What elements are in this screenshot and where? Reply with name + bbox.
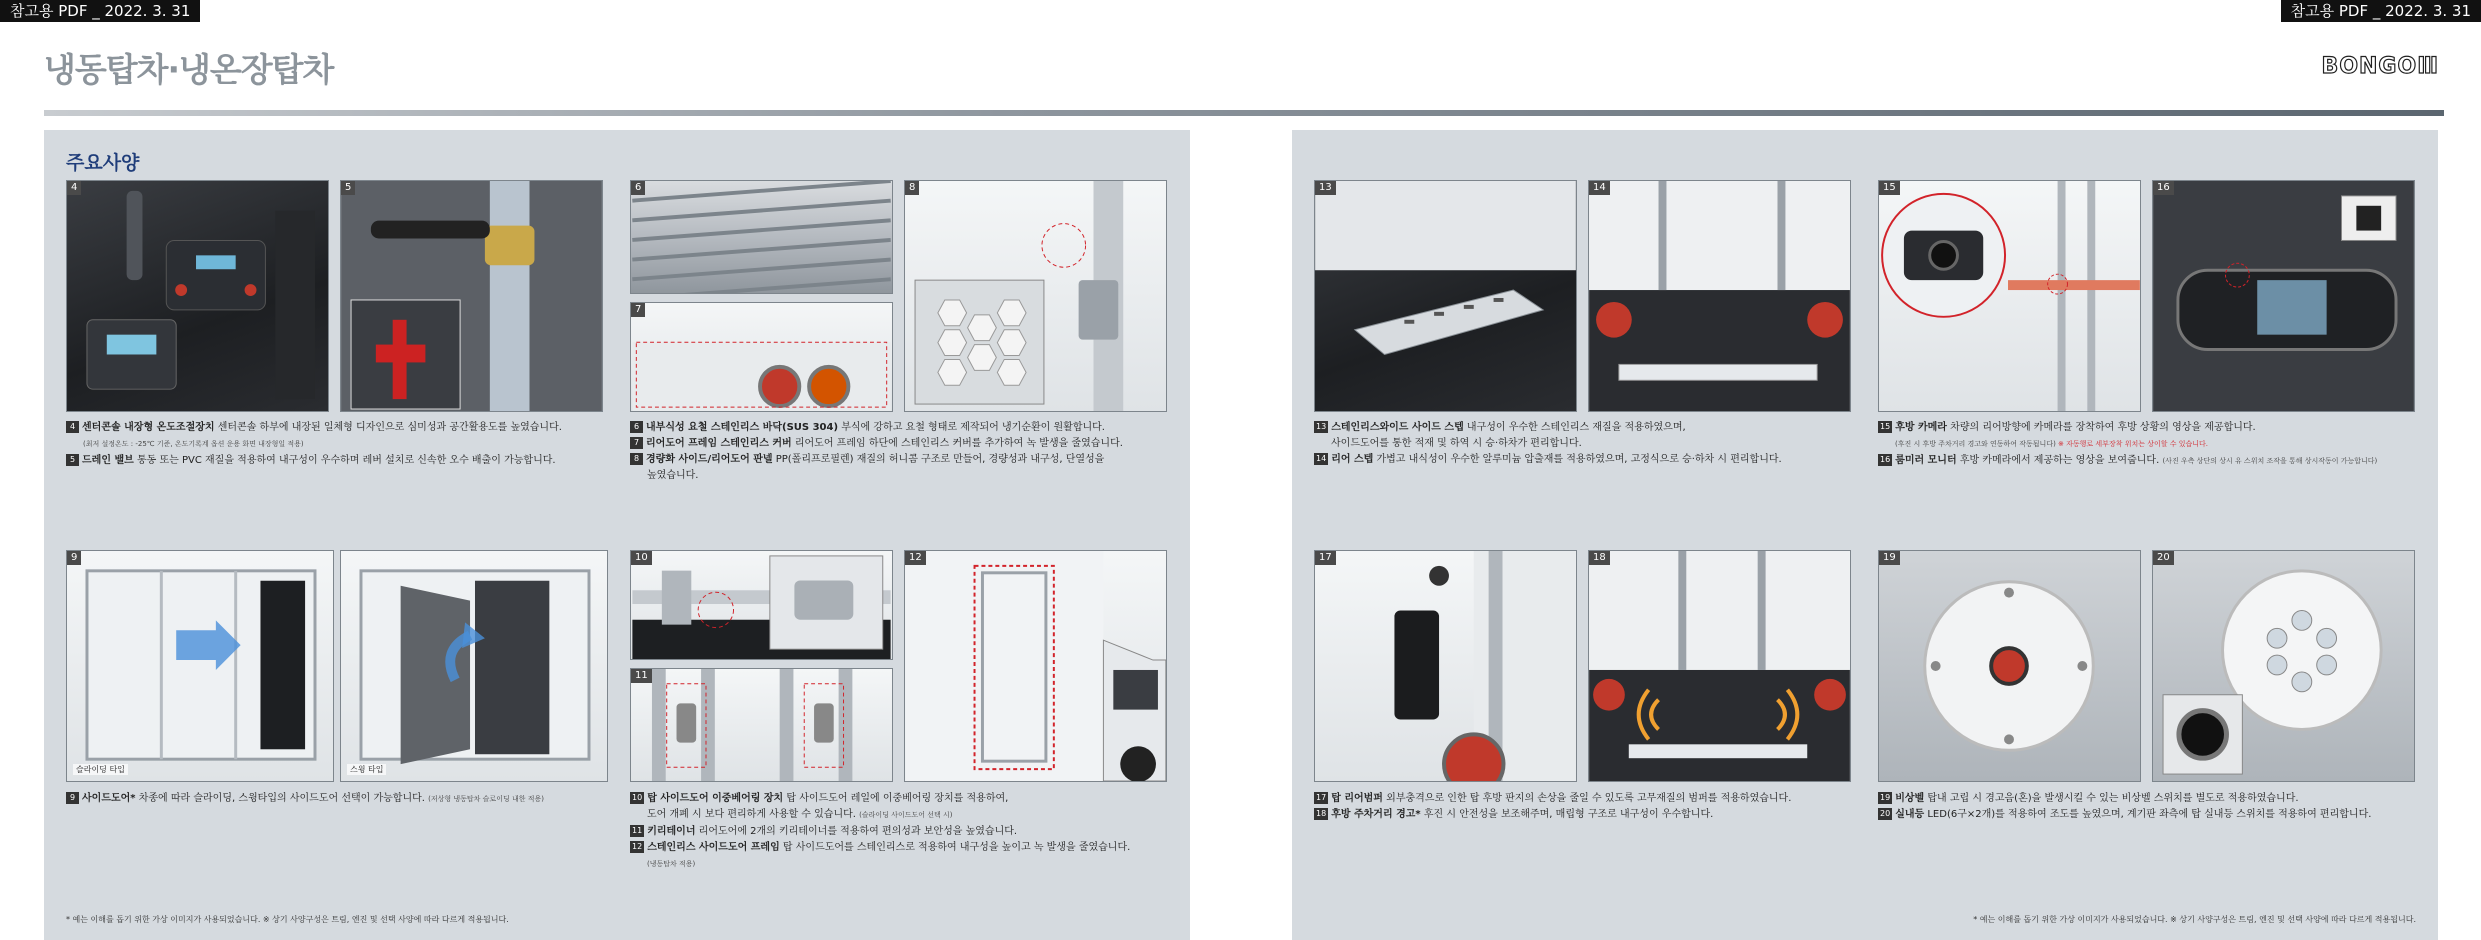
description-group-17-18 xyxy=(1314,791,1864,823)
description-item-16: 16 룸미러 모니터 후방 카메라에서 제공하는 영상을 보여줍니다. (사진 우측 상단의 상시 유 스위치 조작을 통해 상시작동이 가능합니다) xyxy=(1880,455,2378,466)
photo-number: 4 xyxy=(67,181,81,195)
description-item-8-cont: 높였습니다. xyxy=(647,470,699,481)
photo-caption-swing: 스윙 타입 xyxy=(347,764,386,775)
description-item-12: 12 스테인리스 사이드도어 프레임 탑 사이드도어를 스테인리스로 적용하여 내구성을 높이고 녹 발생을 줄였습니다. xyxy=(632,842,1131,853)
swing-door-illustration xyxy=(341,551,607,781)
interior-lamp-illustration xyxy=(2153,551,2414,781)
description-item-15: 15 후방 카메라 차량의 리어방향에 카메라를 장착하여 후방 상황의 영상을 제공합니다. xyxy=(1880,422,2256,433)
description-group-13-14 xyxy=(1314,420,1864,468)
photo-number: 15 xyxy=(1879,181,1900,195)
photo-honeycomb-panel xyxy=(904,180,1167,412)
footnote-right: * 예는 이해를 돕기 위한 가상 이미지가 사용되었습니다. ※ 상기 사양구성은 트림, 엔진 및 선택 사양에 따라 다르게 적용됩니다. xyxy=(1973,915,2416,924)
description-item-13-cont: 사이드도어를 통한 적재 및 하역 시 승·하차가 편리합니다. xyxy=(1331,438,1582,449)
photo-parking-distance-warning xyxy=(1588,550,1851,782)
description-group-4-5 xyxy=(66,420,616,469)
description-item-13: 13 스테인리스와이드 사이드 스텝 내구성이 우수한 스테인리스 재질을 적용하였으며, xyxy=(1316,422,1686,433)
photo-number: 7 xyxy=(631,303,645,317)
photo-dual-bearing xyxy=(630,550,893,660)
console-illustration xyxy=(67,181,328,411)
photo-rear-step xyxy=(1588,180,1851,412)
description-item-9: 9 사이드도어* 차종에 따라 슬라이딩, 스윙타입의 사이드도어 선택이 가능합니다. (저상형 냉동탑차 슬로이딩 내한 적용) xyxy=(66,791,616,807)
photo-key-retainer xyxy=(630,668,893,782)
photo-room-mirror-monitor xyxy=(2152,180,2415,412)
photo-number: 20 xyxy=(2153,551,2174,565)
rear-bumper-illustration xyxy=(1315,551,1576,781)
description-item-14: 14 리어 스텝 가볍고 내식성이 우수한 알루미늄 압출재를 적용하였으며, 고정식으로 승·하차 시 편리합니다. xyxy=(1316,454,1782,465)
description-group-10-12 xyxy=(630,791,1170,873)
honeycomb-illustration xyxy=(905,181,1166,411)
photo-number: 13 xyxy=(1315,181,1336,195)
floor-illustration xyxy=(631,181,892,293)
photo-drain-valve xyxy=(340,180,603,412)
photo-stainless-floor xyxy=(630,180,893,294)
photo-side-step xyxy=(1314,180,1577,412)
photo-caption-sliding: 슬라이딩 타입 xyxy=(73,764,128,775)
photo-rear-door-frame-cover xyxy=(630,302,893,412)
emergency-bell-illustration xyxy=(1879,551,2140,781)
brand-logo: BONGOⅢ xyxy=(2321,54,2439,79)
photo-number: 14 xyxy=(1589,181,1610,195)
description-item-17: 17 탑 리어범퍼 외부충격으로 인한 탑 후방 판지의 손상을 줄일 수 있도록 고무재질의 범퍼를 적용하였습니다. xyxy=(1316,793,1792,804)
description-item-20: 20 실내등 LED(6구×2개)를 적용하여 조도를 높였으며, 계기판 좌측에 탑 실내등 스위치를 적용하여 편리합니다. xyxy=(1880,809,2372,820)
photo-number: 17 xyxy=(1315,551,1336,565)
mirror-monitor-illustration xyxy=(2153,181,2414,411)
drain-valve-illustration xyxy=(341,181,602,411)
description-group-6-8 xyxy=(630,420,1170,484)
header-divider xyxy=(44,110,2444,116)
photo-rear-camera xyxy=(1878,180,2141,412)
photo-number: 10 xyxy=(631,551,652,565)
description-item-19: 19 비상벨 탑내 고립 시 경고음(혼)을 발생시킬 수 있는 비상벨 스위치를 별도로 적용하였습니다. xyxy=(1880,793,2299,804)
right-spec-panel xyxy=(1292,130,2438,940)
photo-number: 12 xyxy=(905,551,926,565)
photo-side-door-swing xyxy=(340,550,608,782)
photo-emergency-bell xyxy=(1878,550,2141,782)
description-item-10: 10 탑 사이드도어 이중베어링 장치 탑 사이드도어 레일에 이중베어링 장치를 적용하여, xyxy=(632,793,1009,804)
page-title: 냉동탑차·냉온장탑차 xyxy=(44,50,334,89)
description-item-10-cont: 도어 개폐 시 보다 편리하게 사용할 수 있습니다. (슬라이딩 사이드도어 선택 시) xyxy=(647,809,953,820)
photo-top-rear-bumper xyxy=(1314,550,1577,782)
photo-number: 11 xyxy=(631,669,652,683)
door-frame-illustration xyxy=(905,551,1166,781)
description-item-7: 7 리어도어 프레임 스테인리스 커버 리어도어 프레임 하단에 스테인리스 커버를 추가하여 녹 발생을 줄였습니다. xyxy=(630,436,1170,451)
photo-interior-lamp xyxy=(2152,550,2415,782)
bearing-illustration xyxy=(631,551,892,659)
key-retainer-illustration xyxy=(631,669,892,781)
photo-number: 19 xyxy=(1879,551,1900,565)
photo-number: 18 xyxy=(1589,551,1610,565)
photo-number: 16 xyxy=(2153,181,2174,195)
section-title: 주요사양 xyxy=(66,152,140,174)
parking-sensor-illustration xyxy=(1589,551,1850,781)
rear-camera-illustration xyxy=(1879,181,2140,411)
left-spec-panel xyxy=(44,130,1190,940)
description-note-4: (최저 설정온도 : -25℃ 기준, 온도기록계 옵션 운용 화면 내장형일 적용) xyxy=(83,440,304,448)
footnote-left: * 예는 이해를 돕기 위한 가상 이미지가 사용되었습니다. ※ 상기 사양구성은 트림, 엔진 및 선택 사양에 따라 다르게 적용됩니다. xyxy=(66,915,509,924)
photo-side-door-sliding xyxy=(66,550,334,782)
description-item-6: 6 내부식성 요철 스테인리스 바닥(SUS 304) 부식에 강하고 요철 형태로 제작되어 냉기순환이 원활합니다. xyxy=(630,420,1170,435)
rear-step-illustration xyxy=(1589,181,1850,411)
photo-stainless-door-frame xyxy=(904,550,1167,782)
description-item-11: 11 키리테이너 리어도어에 2개의 키리테이너를 적용하여 편의성과 보안성을 높였습니다. xyxy=(632,826,1018,837)
description-note-12: (냉동탑차 적용) xyxy=(647,860,696,868)
photo-number: 9 xyxy=(67,551,81,565)
photo-number: 6 xyxy=(631,181,645,195)
description-item-8: 8 경량화 사이드/리어도어 판넬 PP(폴리프로필렌) 재질의 허니콤 구조로 만들어, 경량성과 내구성, 단열성을 xyxy=(630,452,1170,467)
photo-center-console xyxy=(66,180,329,412)
photo-number: 8 xyxy=(905,181,919,195)
description-item-5: 5 드레인 밸브 통동 또는 PVC 재질을 적용하여 내구성이 우수하며 레버 설치로 신속한 오수 배출이 가능합니다. xyxy=(66,453,616,468)
description-item-4: 4 센터콘솔 내장형 온도조절장치 센터콘솔 하부에 내장된 일체형 디자인으로 심미성과 공간활용도를 높였습니다. xyxy=(66,420,616,435)
reference-badge-left: 참고용 PDF _ 2022. 3. 31 xyxy=(0,0,200,22)
description-item-18: 18 후방 주차거리 경고* 후진 시 안전성을 보조해주며, 매립형 구조로 내구성이 우수합니다. xyxy=(1316,809,1714,820)
photo-number: 5 xyxy=(341,181,355,195)
sliding-door-illustration xyxy=(67,551,333,781)
description-group-9 xyxy=(66,791,616,808)
reference-badge-right: 참고용 PDF _ 2022. 3. 31 xyxy=(2281,0,2481,22)
rear-frame-illustration xyxy=(631,303,892,411)
side-step-illustration xyxy=(1315,181,1576,411)
description-group-15-16 xyxy=(1878,420,2418,470)
description-note-15: (후진 시 후방 주차거리 경고와 연동하여 작동됩니다) ※ 자동행로 세부장착 위치는 상이할 수 있습니다. xyxy=(1895,440,2208,448)
description-group-19-20 xyxy=(1878,791,2418,823)
